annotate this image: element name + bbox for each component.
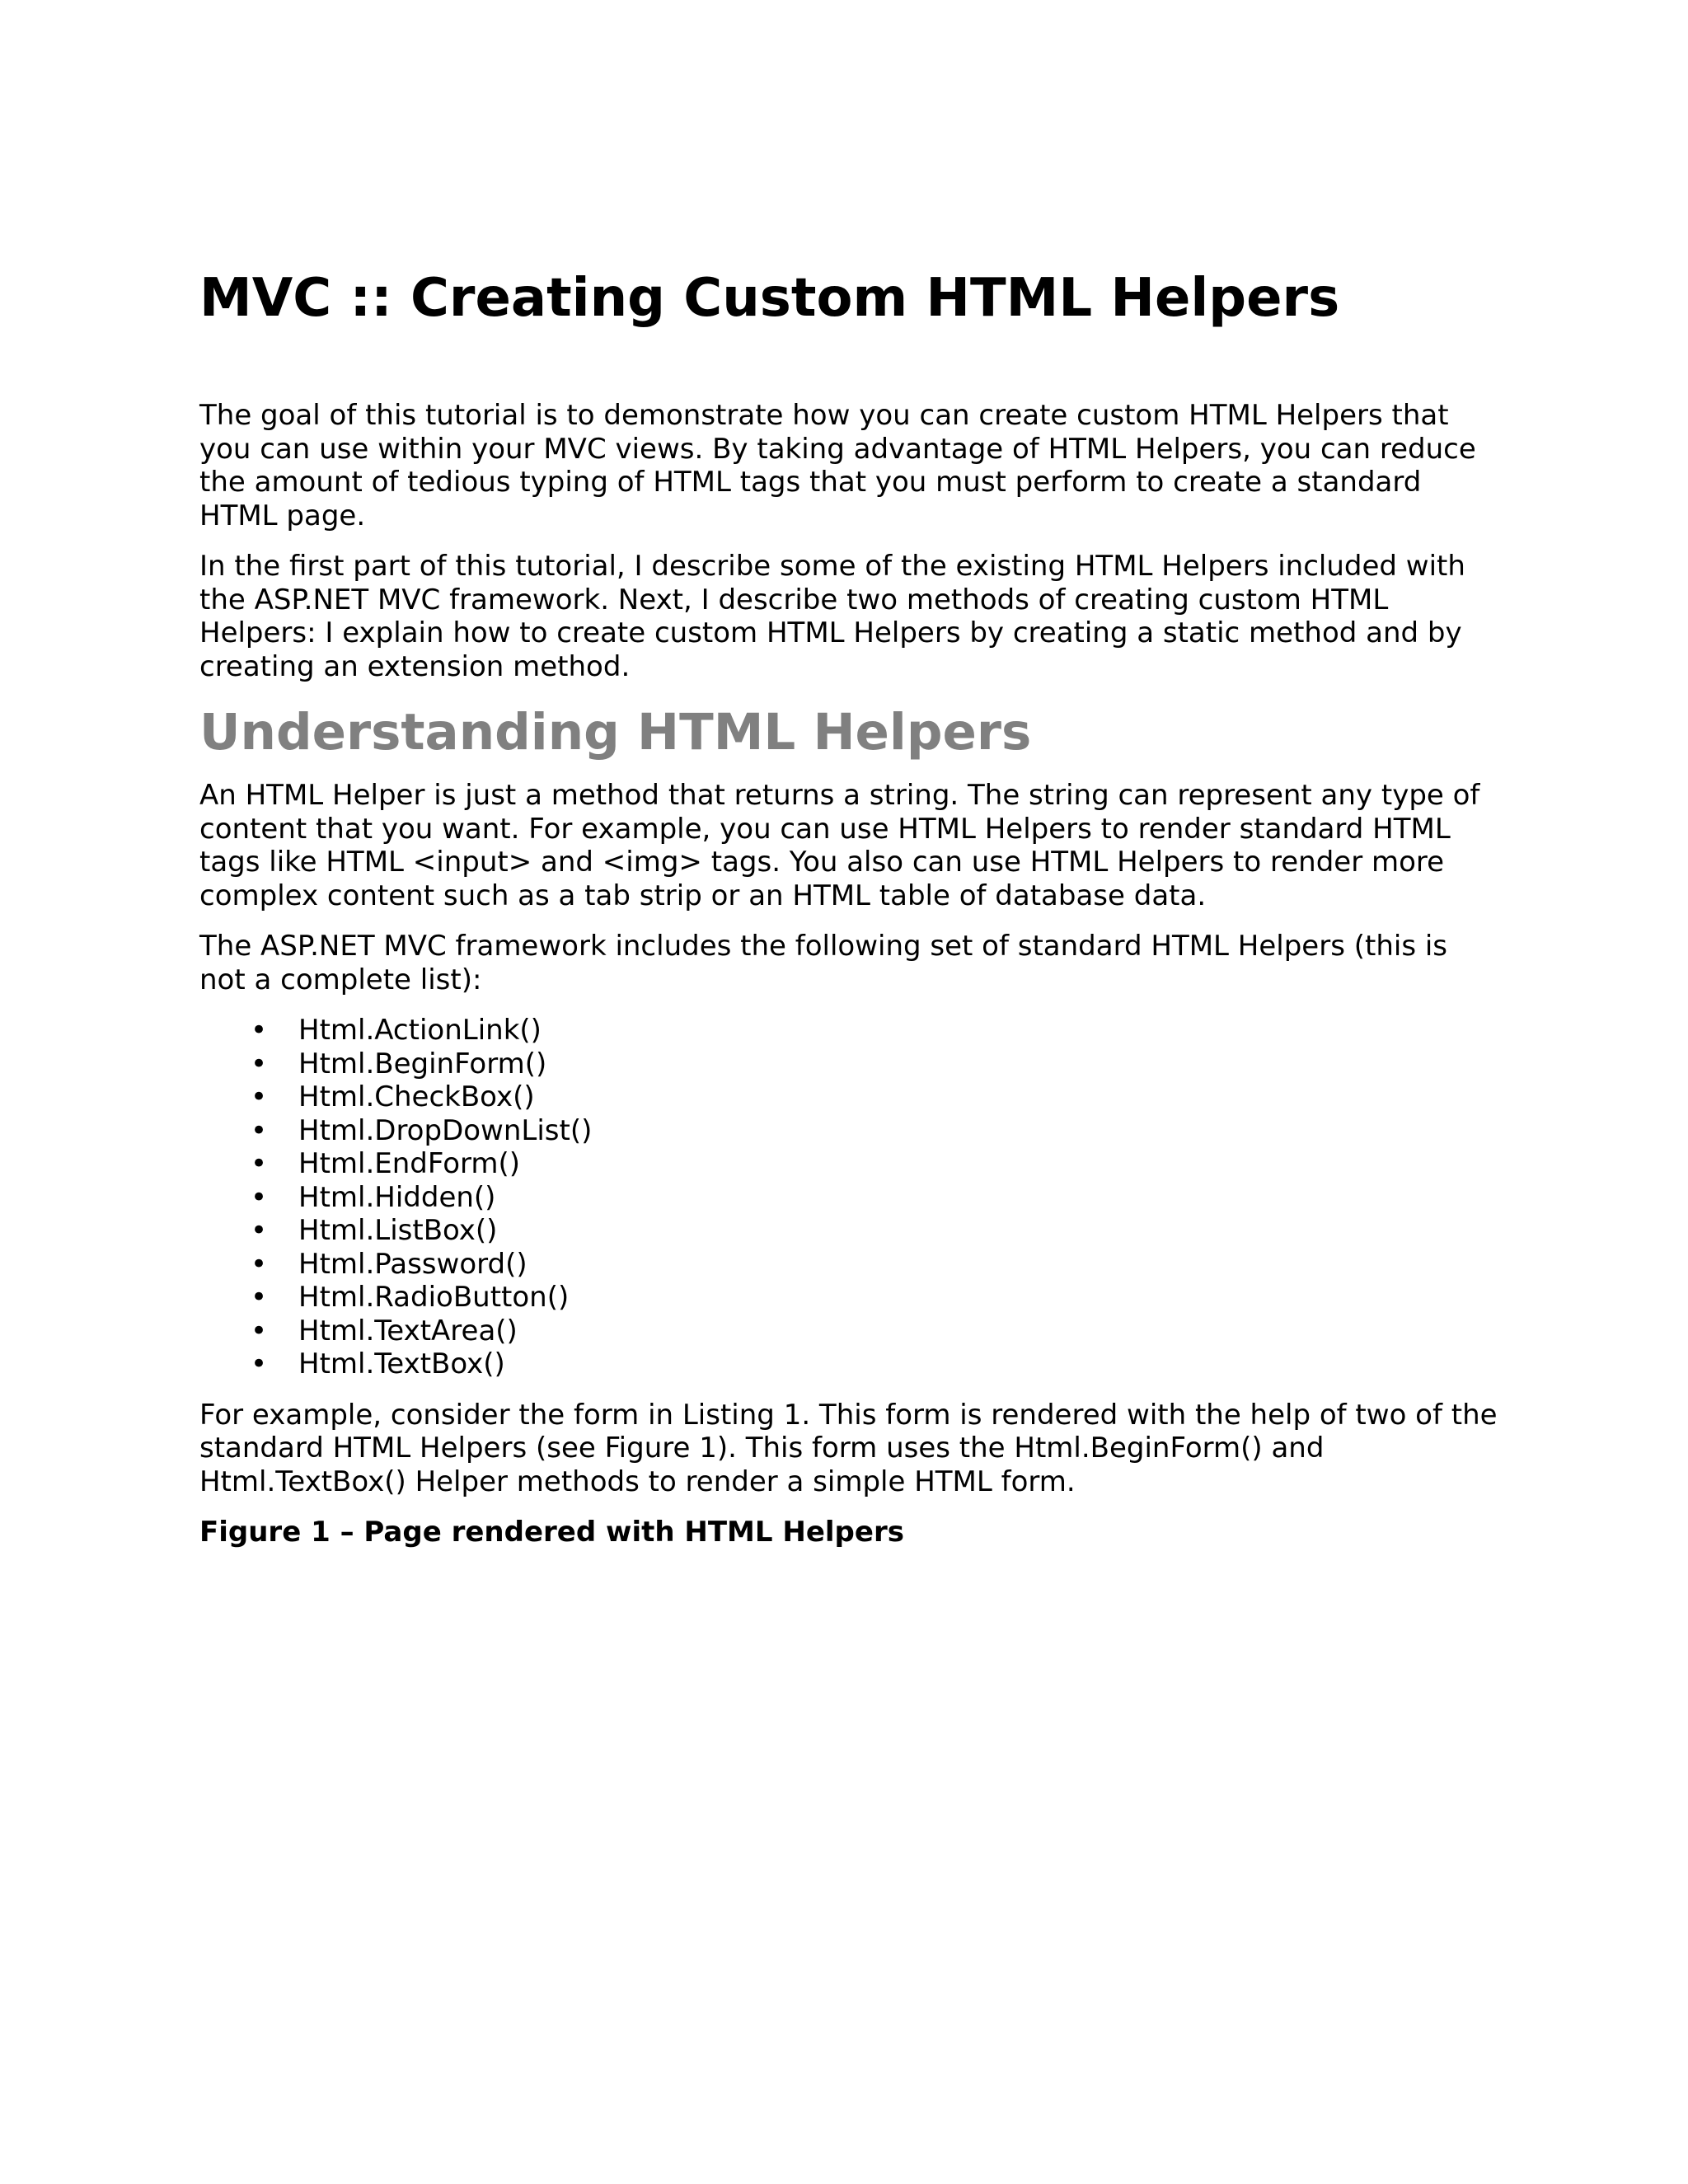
bullet-icon: • — [251, 1047, 268, 1080]
list-item — [199, 1181, 1502, 1215]
list-item — [199, 1248, 1502, 1282]
list-item — [199, 1014, 1502, 1047]
bullet-icon: • — [251, 1080, 268, 1113]
helper-list — [199, 1014, 1502, 1381]
bullet-icon: • — [251, 1113, 268, 1147]
list-item-label: Html.TextBox() — [298, 1347, 505, 1380]
list-item-label: Html.RadioButton() — [298, 1281, 570, 1314]
list-item — [199, 1047, 1502, 1081]
section-paragraph-example: For example, consider the form in Listing 1. This form is rendered with the help of two of the standard HTML Helpers (see Figure 1). This form uses the Html.BeginForm() and Html.TextBox() Helper methods to render a simple HTML form. — [199, 1398, 1498, 1498]
list-item — [199, 1281, 1502, 1315]
intro-paragraph-goal: The goal of this tutorial is to demonstrate how you can create custom HTML Helpers that you can use within your MVC views. By taking advantage of HTML Helpers, you can reduce the amount of tedious typing of HTML tags that you must perform to create a standard HTML page. — [199, 399, 1476, 532]
bullet-icon: • — [251, 1247, 268, 1281]
list-item-label: Html.Password() — [298, 1247, 528, 1281]
bullet-icon: • — [251, 1281, 268, 1314]
section-heading: Understanding HTML Helpers — [199, 703, 1032, 762]
document-content — [199, 260, 1502, 1549]
list-item-label: Html.CheckBox() — [298, 1080, 535, 1113]
list-item — [199, 1114, 1502, 1148]
bullet-icon: • — [251, 1180, 268, 1214]
list-item-label: Html.DropDownList() — [298, 1113, 593, 1147]
figure-caption: Figure 1 – Page rendered with HTML Helpers — [199, 1516, 904, 1549]
list-item — [199, 1214, 1502, 1248]
intro-paragraph-overview: In the first part of this tutorial, I describe some of the existing HTML Helpers included with the ASP.NET MVC framework. Next, I describe two methods of creating custom HTML Helpers: I explain how to create custom HTML Helpers by creating a static method and by creating an extension method. — [199, 550, 1465, 683]
list-item-label: Html.TextArea() — [298, 1314, 518, 1347]
list-item-label: Html.Hidden() — [298, 1180, 496, 1214]
bullet-icon: • — [251, 1347, 268, 1380]
bullet-icon: • — [251, 1314, 268, 1347]
list-item — [199, 1080, 1502, 1114]
section-paragraph-list-intro: The ASP.NET MVC framework includes the following set of standard HTML Helpers (this is not a complete list): — [199, 930, 1447, 996]
section-paragraph-definition: An HTML Helper is just a method that returns a string. The string can represent any type of content that you want. For example, you can use HTML Helpers to render standard HTML tags like HTML <input> and <img> tags. You also can use HTML Helpers to render more complex content such as a tab strip or an HTML table of database data. — [199, 779, 1480, 912]
bullet-icon: • — [251, 1147, 268, 1180]
bullet-icon: • — [251, 1214, 268, 1247]
list-item-label: Html.ListBox() — [298, 1214, 498, 1247]
bullet-icon: • — [251, 1014, 268, 1047]
list-item — [199, 1147, 1502, 1181]
list-item-label: Html.ActionLink() — [298, 1014, 542, 1047]
page-title: MVC :: Creating Custom HTML Helpers — [199, 268, 1340, 329]
list-item-label: Html.EndForm() — [298, 1147, 521, 1180]
list-item — [199, 1347, 1502, 1381]
list-item — [199, 1315, 1502, 1348]
list-item-label: Html.BeginForm() — [298, 1047, 547, 1080]
